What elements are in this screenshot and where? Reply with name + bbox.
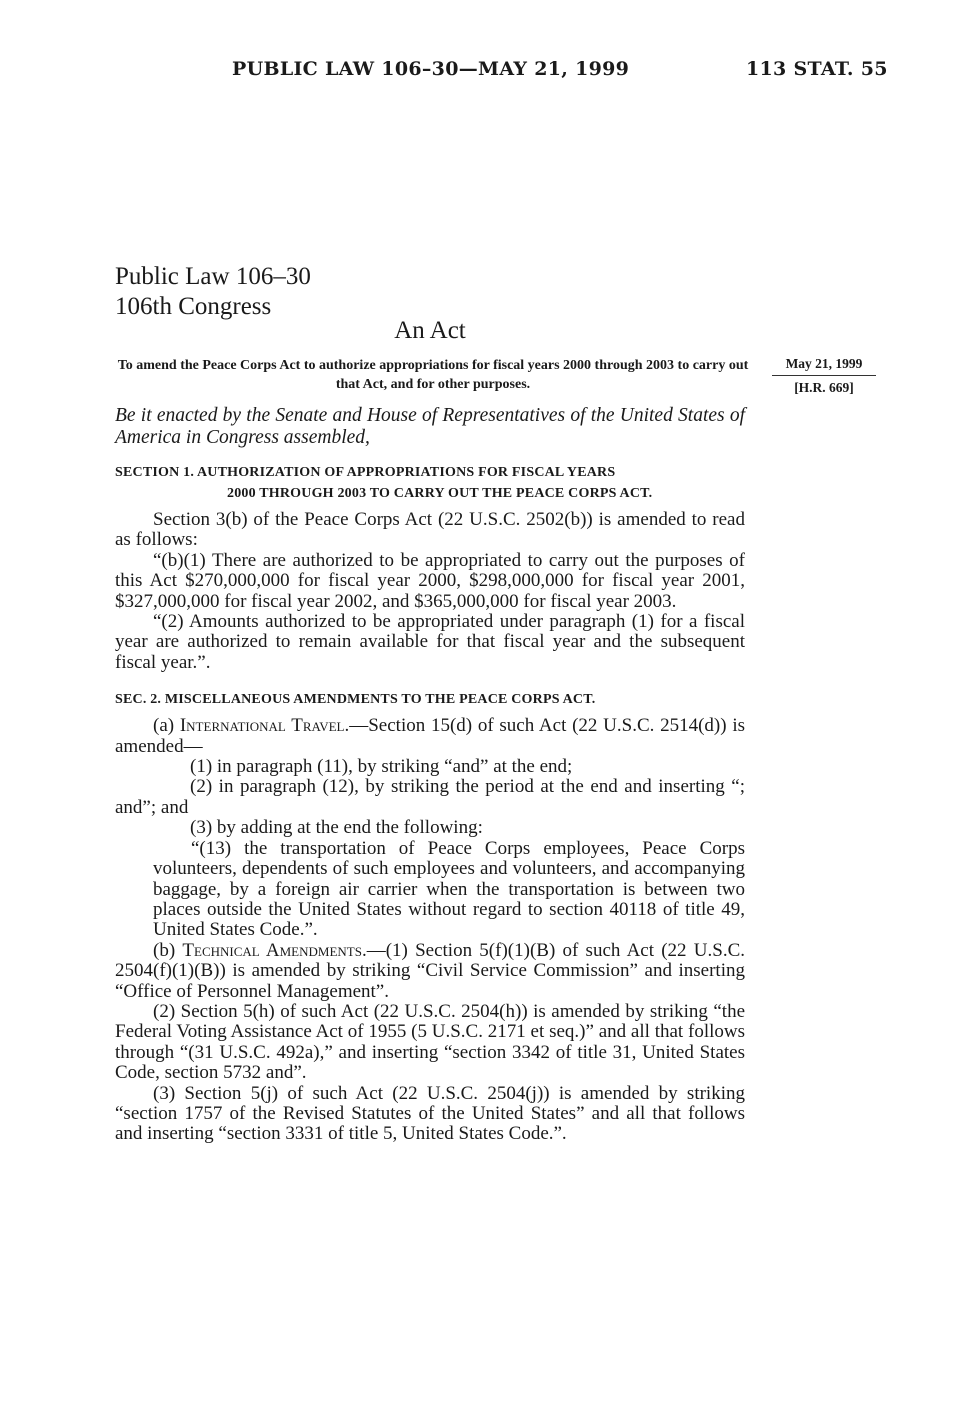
subsection-a-label: (a) (153, 715, 175, 737)
section-1-heading-rest: 2000 THROUGH 2003 TO CARRY OUT THE PEACE CORPS ACT. (227, 486, 653, 501)
subsection-b-text: .—(1) Section 5(f)(1)(B) of such Act (22 U.S.C. 2504(f)(1)(B)) is amended by striking “Civil Service Commission” and inserting “Office of Personnel Management”. (115, 939, 745, 1002)
enactment-date: May 21, 1999 (772, 356, 876, 376)
subsection-a-text: .—Section 15(d) of such Act (22 U.S.C. 2514(d)) is amended— (115, 715, 745, 757)
law-identification (115, 262, 311, 322)
section-2-label: SEC. 2. (115, 692, 162, 708)
subsection-a-paragraph-3: (3) by adding at the end the following: (190, 817, 483, 839)
margin-note (772, 356, 876, 396)
section-2-heading (115, 689, 745, 710)
section-2-heading-text: MISCELLANEOUS AMENDMENTS TO THE PEACE CORPS ACT. (164, 692, 596, 708)
inserted-paragraph-13: “(13) the transportation of Peace Corps employees, Peace Corps volunteers, dependents of such employees and volunteers, and accompanying baggage, by a foreign air carrier when the transportation is between two places outside the United States without regard to section 40118 of title 49, United States Code.”. (153, 837, 745, 941)
subsection-b-paragraph-2: (2) Section 5(h) of such Act (22 U.S.C. 2504(h)) is amended by striking “the Federal Voting Assistance Act of 1955 (5 U.S.C. 2171 et seq.)” and all that follows through “(31 U.S.C. 492a),” and inserting “section 3342 of title 31, United States Code, section 5732 and”. (115, 1000, 745, 1084)
act-title: An Act (394, 317, 466, 344)
subsection-a-paragraph-2: (2) in paragraph (12), by striking the period at the end and inserting “; and”; and (115, 776, 745, 818)
subsection-b-paragraph-3: (3) Section 5(j) of such Act (22 U.S.C. 2504(j)) is amended by striking “section 1757 of the Revised Statutes of the United States” and all that follows and inserting “section 3331 of title 5, United States Code.”. (115, 1082, 745, 1145)
subsection-b-caption: Technical Amendments (182, 939, 362, 961)
congress-number: 106th Congress (115, 293, 272, 320)
subsection-a-paragraph-1: (1) in paragraph (11), by striking “and” at the end; (190, 756, 573, 778)
long-title: To amend the Peace Corps Act to authorize appropriations for fiscal years 2000 through 2003 to carry out that Act, and for other purposes. (117, 358, 749, 392)
enacting-clause: Be it enacted by the Senate and House of Representatives of the United States of America in Congress assembled, (115, 405, 745, 448)
section-1-label: SECTION 1. (115, 465, 195, 480)
section-1-heading (115, 462, 745, 504)
running-header (0, 58, 957, 84)
bill-number: [H.R. 669] (794, 380, 854, 395)
subsection-a (115, 716, 745, 757)
subsection-b (115, 941, 745, 1002)
running-title: PUBLIC LAW 106–30—MAY 21, 1999 (232, 58, 630, 80)
section-1-intro: Section 3(b) of the Peace Corps Act (22 U.S.C. 2502(b)) is amended to read as follows: (115, 509, 745, 551)
subsection-b-label: (b) (153, 939, 176, 961)
statute-body (115, 462, 745, 1145)
stat-page-number: 113 STAT. 55 (746, 58, 888, 80)
subsection-a-caption: International Travel (179, 715, 345, 737)
section-1-paragraph-2: “(2) Amounts authorized to be appropriated under paragraph (1) for a fiscal year are authorized to remain available for that fiscal year and the subsequent fiscal year.”. (115, 611, 745, 673)
public-law-number: Public Law 106–30 (115, 263, 311, 290)
section-1-paragraph-b1: “(b)(1) There are authorized to be appropriated to carry out the purposes of this Act $270,000,000 for fiscal year 2000, $298,000,000 for fiscal year 2001, $327,000,000 for fiscal year 2002, and $365,000,000 for fiscal year 2003. (115, 549, 745, 612)
section-1-heading-line1: AUTHORIZATION OF APPROPRIATIONS FOR FISCAL YEARS (196, 465, 616, 480)
